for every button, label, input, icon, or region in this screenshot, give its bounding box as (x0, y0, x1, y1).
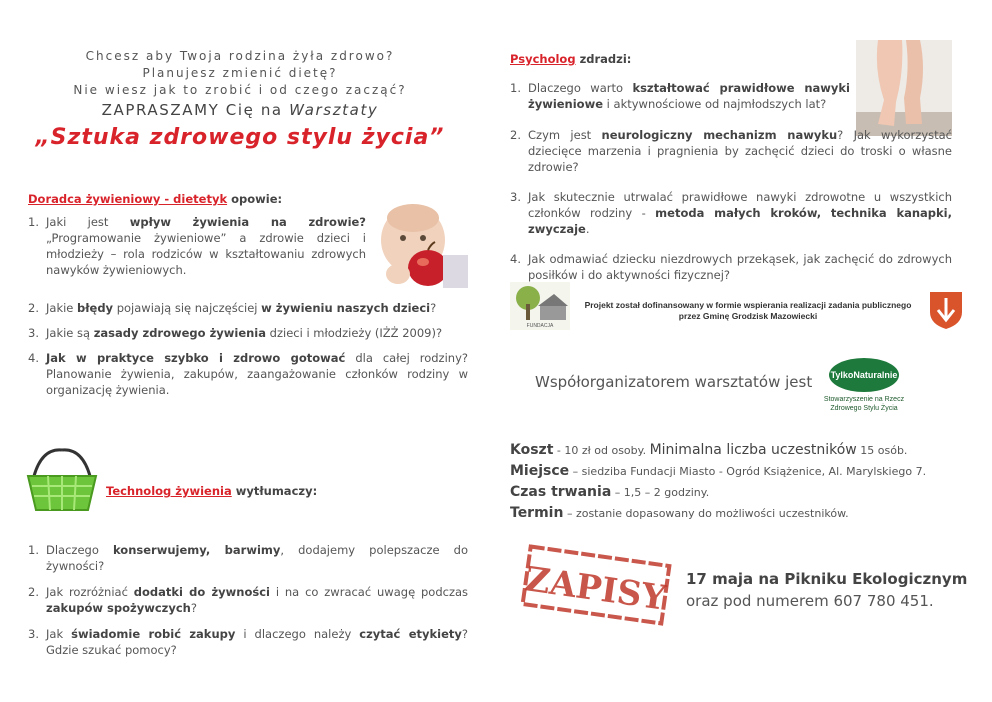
psychologist-item (510, 189, 952, 237)
dietitian-item (28, 350, 468, 398)
signup-stamp (516, 540, 676, 630)
psychologist-list-b (510, 127, 952, 283)
item-emphasis: zakupów spożywczych (46, 601, 191, 615)
baby-apple-photo (368, 200, 468, 288)
item-emphasis: zasady zdrowego żywienia (93, 326, 267, 340)
invite-line (28, 101, 452, 119)
invite-prefix: ZAPRASZAMY Cię na (101, 101, 283, 119)
logo-badge: TylkoNaturalnie (829, 358, 899, 392)
item-emphasis: metoda małych kroków, technika kanapki, zwyczaje (528, 206, 952, 236)
item-text: . (585, 222, 590, 236)
item-text: pojawiają się najczęściej (113, 301, 262, 315)
sponsor-line-2: przez Gminę Grodzisk Mazowiecki (678, 311, 818, 321)
time-value: – 1,5 – 2 godziny. (611, 486, 710, 499)
intro (28, 48, 452, 150)
foundation-logo-text: FUNDACJA (526, 323, 554, 329)
dietitian-item-1-wrap (28, 214, 366, 278)
coorganizer-text: Współorganizatorem warsztatów jest (535, 373, 813, 391)
item-text: Jak odmawiać dziecku niezdrowych przekąsek, jak zachęcić do zdrowych posiłków i do aktywności fizycznej? (528, 252, 952, 282)
dietitian-item (28, 300, 468, 316)
item-text: Dlaczego (46, 543, 113, 557)
item-text: „Programowanie żywieniowe” a zdrowie dzieci i młodzieży – rola rodziców w kształtowaniu zdrowych nawyków żywieniowych. (46, 231, 366, 277)
psych-rest-wrap (510, 127, 952, 283)
item-emphasis: w żywieniu naszych dzieci (261, 301, 431, 315)
time-line (510, 482, 950, 503)
dietitian-item (28, 325, 468, 341)
intro-question-3: Nie wiesz jak to zrobić i od czego zacząć? (73, 83, 407, 97)
item-number: 2. (28, 301, 39, 315)
time-label: Czas trwania (510, 484, 612, 500)
place-value: – siedziba Fundacji Miasto - Ogród Książenice, Al. Marylskiego 7. (569, 465, 927, 478)
cost-value: - 10 zł od osoby. (553, 444, 650, 457)
psychologist-item (510, 127, 952, 175)
intro-question-2: Planujesz zmienić dietę? (142, 66, 338, 80)
invite-word: Warsztaty (289, 101, 379, 119)
item-number: 4. (510, 252, 521, 266)
technologist-heading (106, 484, 317, 498)
sponsor-line-1: Projekt został dofinansowany w formie wspierania realizacji zadania publicznego (584, 300, 912, 310)
picnic-line: 17 maja na Pikniku Ekologicznym (686, 570, 968, 588)
workshop-title: „Sztuka zdrowego stylu życia” (35, 125, 445, 150)
item-text: i aktywnościowe od najmłodszych lat? (603, 97, 827, 111)
item-text: Czym jest (528, 128, 602, 142)
item-text: Jakie są (46, 326, 94, 340)
cost-line (510, 440, 950, 461)
item-text: Jaki jest (46, 215, 130, 229)
dietitian-rest-wrap (28, 300, 468, 398)
dietitian-heading (28, 192, 282, 206)
item-number: 3. (28, 326, 39, 340)
signup-info (686, 568, 967, 612)
dietitian-list-a (28, 214, 366, 278)
psychologist-item (510, 80, 850, 112)
item-number: 4. (28, 351, 39, 365)
technologist-wrap (28, 542, 468, 658)
term-label: Termin (510, 505, 564, 521)
item-text: , dodajemy polepszacze do żywności? (46, 543, 469, 573)
psych-item-1-wrap (510, 80, 850, 112)
term-value: – zostanie dopasowany do możliwości uczestników. (563, 507, 849, 520)
workshop-details (510, 440, 950, 524)
item-text: ? Jak wykorzystać dziecięce marzenia i pragnienia by zachęcić dzieci do troski o własne zdrowie? (528, 128, 952, 174)
technologist-verb: wytłumaczy: (235, 484, 318, 498)
item-text: Jak (46, 627, 72, 641)
psychologist-heading (510, 52, 631, 66)
item-emphasis: dodatki do żywności (133, 585, 270, 599)
item-emphasis: konserwujemy, barwimy (112, 543, 281, 557)
foundation-logo (510, 282, 570, 330)
logo-sub-1: Stowarzyszenie na Rzecz (823, 396, 905, 403)
psychologist-list-a (510, 80, 850, 112)
technologist-item (28, 542, 468, 574)
min-value: 15 osób. (856, 444, 908, 457)
item-text: dla całej rodziny? Planowanie żywienia, zakupów, zaangażowanie członków rodziny w organizację żywienia. (46, 351, 468, 397)
item-emphasis: neurologiczny mechanizm nawyku (601, 128, 838, 142)
shopping-basket-icon (24, 446, 100, 516)
dietitian-verb: opowie: (231, 192, 283, 206)
item-text: ? (190, 601, 197, 615)
item-emphasis: Jak w praktyce szybko i zdrowo gotować (46, 351, 346, 365)
item-text: Jak skutecznie utrwalać prawidłowe nawyki zdrowotne u wszystkich członków rodziny - (528, 190, 952, 220)
dietitian-role: Doradca żywieniowy - dietetyk (28, 192, 228, 206)
technologist-list (28, 542, 468, 658)
item-text: Dlaczego warto (528, 81, 633, 95)
item-text: Jakie (46, 301, 78, 315)
phone-line: oraz pod numerem 607 780 451. (686, 592, 934, 610)
psychologist-role: Psycholog (510, 52, 576, 66)
item-number: 1. (510, 81, 521, 95)
item-text: Jak rozróżniać (46, 585, 134, 599)
item-number: 1. (28, 215, 39, 229)
intro-question-1: Chcesz aby Twoja rodzina żyła zdrowo? (85, 49, 395, 63)
baby-legs-photo (856, 40, 952, 136)
technologist-item (28, 584, 468, 616)
dietitian-list-b (28, 300, 468, 398)
technologist-item (28, 626, 468, 658)
item-emphasis: czytać etykiety (359, 627, 462, 641)
grodzisk-coat-of-arms (928, 290, 964, 330)
item-number: 3. (510, 190, 521, 204)
item-text: i dlaczego należy (235, 627, 360, 641)
term-line (510, 503, 950, 524)
psychologist-item (510, 251, 952, 283)
cost-label: Koszt (510, 442, 554, 458)
item-text: ? (430, 301, 437, 315)
logo-sub-2: Zdrowego Stylu Życia (830, 405, 898, 412)
psychologist-verb: zdradzi: (579, 52, 632, 66)
item-number: 1. (28, 543, 39, 557)
item-text: dzieci i młodzieży (IŻŻ 2009)? (266, 326, 443, 340)
place-line (510, 461, 950, 482)
item-text: i na co zwracać uwagę podczas (270, 585, 469, 599)
min-label: Minimalna liczba uczestników (649, 442, 857, 458)
item-number: 2. (510, 128, 521, 142)
item-text: ? Gdzie szukać pomocy? (46, 627, 468, 657)
item-emphasis: wpływ żywienia na zdrowie? (129, 215, 366, 229)
dietitian-item (28, 214, 366, 278)
item-emphasis: błędy (77, 301, 114, 315)
item-emphasis: świadomie robić zakupy (71, 627, 236, 641)
tylkonaturalnie-logo (818, 358, 910, 413)
sponsor-note (578, 300, 918, 322)
item-number: 2. (28, 585, 39, 599)
technologist-role: Technolog żywienia (106, 484, 232, 498)
item-number: 3. (28, 627, 39, 641)
place-label: Miejsce (510, 463, 570, 479)
stamp-text: ZAPISY (522, 559, 669, 619)
item-emphasis: kształtować prawidłowe nawyki żywieniowe (528, 81, 850, 111)
